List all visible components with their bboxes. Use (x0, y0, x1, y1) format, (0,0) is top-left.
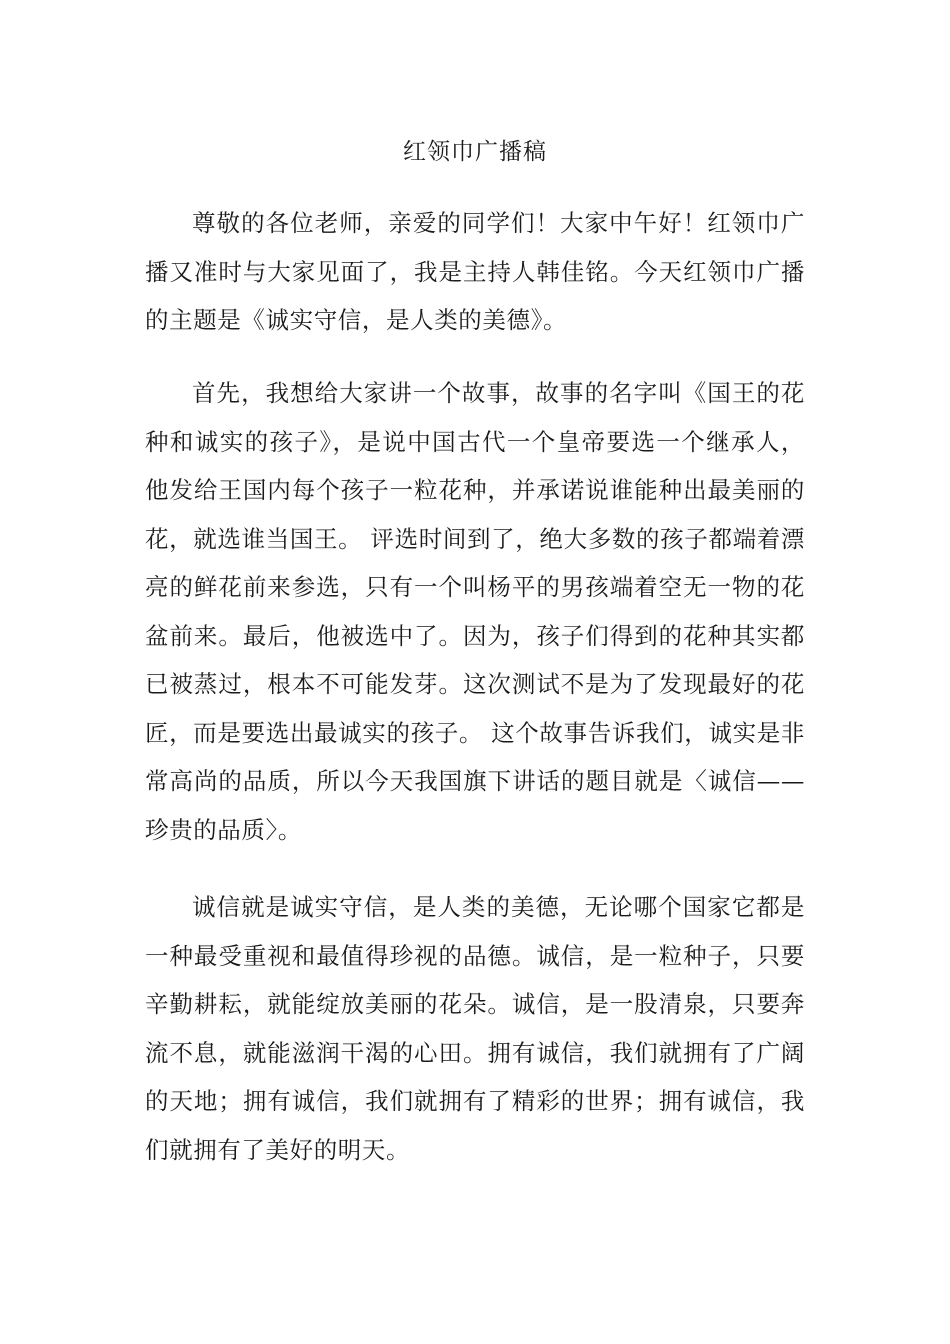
paragraph-greeting: 尊敬的各位老师，亲爱的同学们！大家中午好！红领巾广播又准时与大家见面了，我是主持人韩佳铭。今天红领巾广播的主题是《诚实守信，是人类的美德》。 (145, 209, 805, 334)
document-title: 红领巾广播稿 (403, 139, 547, 165)
paragraph-story: 首先，我想给大家讲一个故事，故事的名字叫《国王的花种和诚实的孩子》，是说中国古代一个皇帝要选一个继承人，他发给王国内每个孩子一粒花种，并承诺说谁能种出最美丽的花，就选谁当国王。 评选时间到了，绝大多数的孩子都端着漂亮的鲜花前来参选，只有一个叫杨平的男孩端着空无一物的花盆前来。最后，他被选中了。因为，孩子们得到的花种其实都已被蒸过，根本不可能发芽。这次测试不是为了发现最好的花匠，而是要选出最诚实的孩子。 这个故事告诉我们，诚实是非常高尚的品质，所以今天我国旗下讲话的题目就是〈诚信——珍贵的品质〉。 (145, 379, 805, 844)
paragraph-integrity: 诚信就是诚实守信，是人类的美德，无论哪个国家它都是一种最受重视和最值得珍视的品德。诚信，是一粒种子，只要辛勤耕耘，就能绽放美丽的花朵。诚信，是一股清泉，只要奔流不息，就能滋润干渴的心田。拥有诚信，我们就拥有了广阔的天地；拥有诚信，我们就拥有了精彩的世界；拥有诚信，我们就拥有了美好的明天。 (145, 893, 805, 1164)
